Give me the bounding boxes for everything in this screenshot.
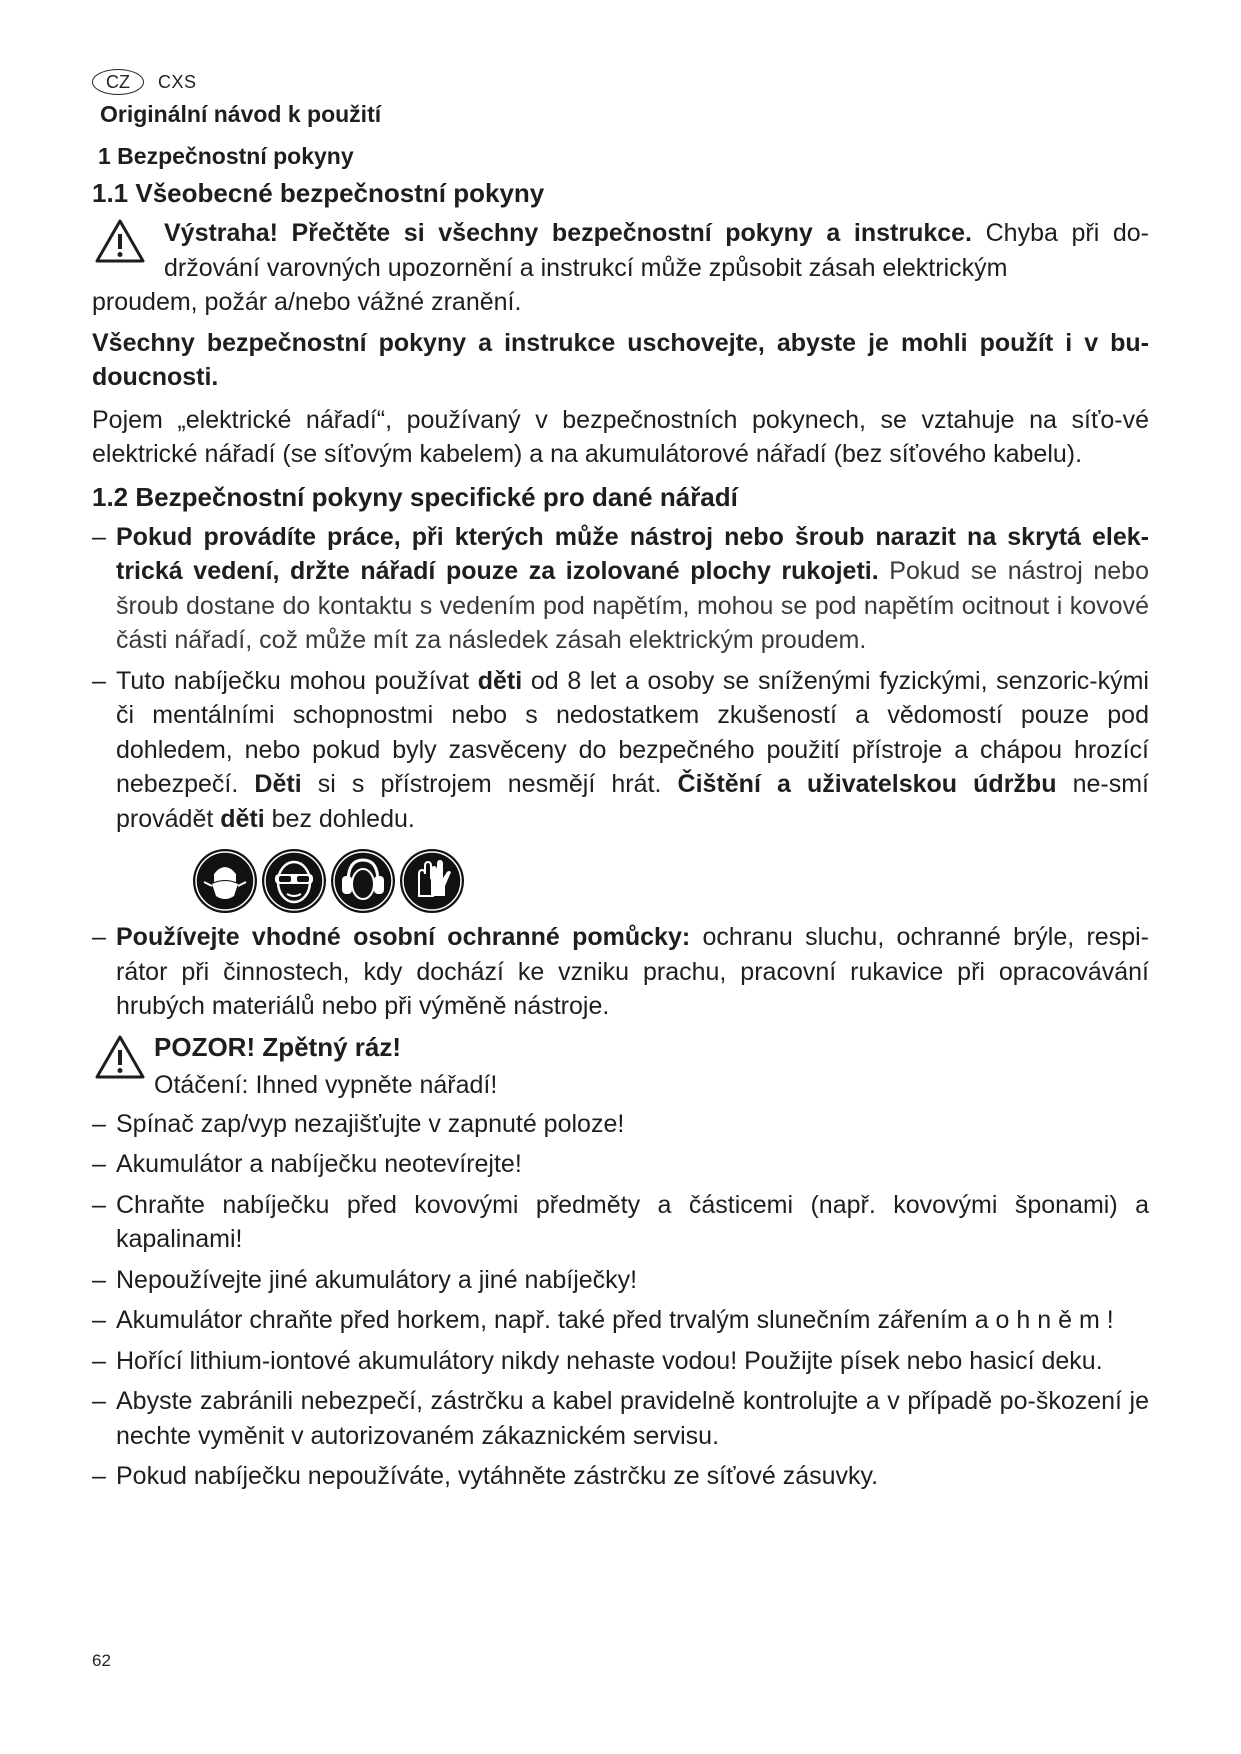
general-warning: [92, 216, 1149, 320]
warning-text: Chyba při do-držování varovných upozornění a instrukcí může způsobit zásah elektrickým: [164, 219, 1149, 282]
list-item: – Akumulátor chraňte před horkem, např. také před trvalým slunečním zářením a o h n ě m !: [92, 1306, 1114, 1334]
list-item-text: Akumulátor chraňte před horkem, např. také před trvalým slunečním zářením a o h n ě m !: [116, 1306, 1114, 1334]
language-badge: CZ: [92, 69, 144, 95]
page-number: 62: [92, 1651, 111, 1670]
gloves-icon: [399, 848, 465, 914]
list-item: – Chraňte nabíječku před kovovými předměty a částicemi (např. kovovými šponami) a kapalinami!: [92, 1190, 1149, 1253]
list-item: – Pokud nabíječku nepoužíváte, vytáhněte zástrčku ze síťové zásuvky.: [92, 1462, 879, 1490]
children-text: si s přístrojem nesmějí hrát.: [301, 770, 678, 798]
list-item: – Nepoužívejte jiné akumulátory a jiné nabíječky!: [92, 1265, 638, 1294]
list-item: – Akumulátor a nabíječku neotevírejte!: [92, 1150, 522, 1178]
list-item-text: Spínač zap/vyp nezajišťujte v zapnuté poloze!: [116, 1109, 625, 1138]
warning-triangle-icon: [94, 218, 146, 264]
keep-instructions-note: Všechny bezpečnostní pokyny a instrukce uschovejte, abyste je mohli použít i v bu-doucnosti.: [92, 328, 1149, 391]
hidden-wiring-text: Pokud se nástroj nebo šroub dostane do kontaktu s vedením pod napětím, mohou se pod napětím ocitnout i kovové části nářadí, což může mít za následek zásah elektrickým proudem.: [116, 557, 1149, 654]
list-item: – Používejte vhodné osobní ochranné pomůcky: ochranu sluchu, ochranné brýle, respi-rátor při činnostech, kdy dochází ke vzniku prachu, pracovní rukavice při opracovávání hrubých materiálů nebo při výměně nástroje.: [92, 923, 1149, 1020]
list-item: – Pokud provádíte práce, při kterých může nástroj nebo šroub narazit na skrytá elek-trická vedení, držte nářadí pouze za izolované plochy rukojeti. Pokud se nástroj nebo šroub dostane do kontaktu s vedením pod napětím, mohou se pod napětím ocitnout i kovové části nářadí, což může mít za následek zásah elektrickým proudem.: [92, 522, 1149, 654]
children-bold: děti: [477, 666, 523, 695]
list-item-text: Nepoužívejte jiné akumulátory a jiné nabíječky!: [116, 1265, 638, 1294]
hidden-wiring-bold: Pokud provádíte práce, při kterých může nástroj nebo šroub narazit na skrytá elek-trická vedení, držte nářadí pouze za izolované plochy rukojeti.: [116, 522, 1149, 585]
list-item: – Spínač zap/vyp nezajišťujte v zapnuté poloze!: [92, 1109, 625, 1138]
model-name: CXS: [158, 71, 197, 92]
list-item: – Abyste zabránili nebezpečí, zástrčku a kabel pravidelně kontrolujte a v případě po-škození je nechte vyměnit v autorizovaném zákaznickém servisu.: [92, 1387, 1149, 1450]
kickback-subtitle: Otáčení: Ihned vypněte nářadí!: [154, 1071, 498, 1099]
power-tool-term-definition: Pojem „elektrické nářadí“, používaný v bezpečnostních pokynech, se vztahuje na síťo-vé elektrické nářadí (se síťovým kabelem) a na akumulátorové nářadí (bez síťového kabelu).: [92, 405, 1149, 468]
warning-triangle-icon: [94, 1034, 146, 1080]
ppe-text: ochranu sluchu, ochranné brýle, respi-rátor při činnostech, kdy dochází ke vzniku prachu, pracovní rukavice při opracovávání hrubých materiálů nebo při výměně nástroje.: [116, 923, 1149, 1020]
ppe-bold: Používejte vhodné osobní ochranné pomůcky:: [116, 923, 691, 951]
children-text: ne-smí provádět: [116, 770, 1149, 833]
warning-tail-text: proudem, požár a/nebo vážné zranění.: [92, 288, 522, 316]
children-text: bez dohledu.: [264, 804, 415, 833]
children-bold: Děti: [254, 770, 302, 798]
page-content: [92, 98, 1149, 1500]
children-text: od 8 let a osoby se sníženými fyzickými, senzoric-kými či mentálními schopnostmi nebo s nedostatkem zkušeností a vědomostí pouze pod dohledem, nebo pokud byly zasvěceny do bezpečného použití přístroje a chápou hrozící nebezpečí.: [116, 666, 1149, 798]
kickback-warning: [92, 1030, 1149, 1103]
respirator-icon: [192, 848, 258, 914]
section-heading-1-1: 1.1 Všeobecné bezpečnostní pokyny: [92, 178, 545, 208]
list-item-text: Abyste zabránili nebezpečí, zástrčku a kabel pravidelně kontrolujte a v případě po-škození je nechte vyměnit v autorizovaném zákaznickém servisu.: [116, 1387, 1149, 1450]
section-heading-1-2: 1.2 Bezpečnostní pokyny specifické pro dané nářadí: [92, 481, 738, 512]
kickback-title: POZOR! Zpětný ráz!: [154, 1031, 402, 1062]
page-header: [92, 69, 197, 95]
list-item-text: Akumulátor a nabíječku neotevírejte!: [116, 1150, 522, 1178]
hearing-protection-icon: [330, 848, 396, 914]
children-bold: děti: [220, 804, 265, 833]
list-item-text: Pokud nabíječku nepoužíváte, vytáhněte zástrčku ze síťové zásuvky.: [116, 1462, 879, 1490]
cleaning-bold: Čištění a uživatelskou údržbu: [677, 770, 1057, 798]
children-text: Tuto nabíječku mohou používat: [116, 666, 478, 695]
safety-glasses-icon: [261, 848, 327, 914]
list-item: – Tuto nabíječku mohou používat děti od 8 let a osoby se sníženými fyzickými, senzoric-kými či mentálními schopnostmi nebo s nedostatkem zkušeností a vědomostí pouze pod dohledem, nebo pokud byly zasvěceny do bezpečného použití přístroje a chápou hrozící nebezpečí. Děti si s přístrojem nesmějí hrát. Čištění a uživatelskou údržbu ne-smí provádět děti bez dohledu.: [92, 666, 1149, 833]
list-item-text: Chraňte nabíječku před kovovými předměty a částicemi (např. kovovými šponami) a kapalinami!: [116, 1190, 1149, 1253]
list-item-text: Hořící lithium-iontové akumulátory nikdy nehaste vodou! Použijte písek nebo hasicí deku.: [116, 1346, 1103, 1375]
document-title: Originální návod k použití: [100, 101, 382, 127]
ppe-icons-row: [192, 848, 1149, 914]
warning-bold-text: Výstraha! Přečtěte si všechny bezpečnostní pokyny a instrukce.: [164, 219, 972, 247]
section-heading-1: 1 Bezpečnostní pokyny: [98, 143, 354, 169]
list-item: – Hořící lithium-iontové akumulátory nikdy nehaste vodou! Použijte písek nebo hasicí deku.: [92, 1346, 1103, 1375]
